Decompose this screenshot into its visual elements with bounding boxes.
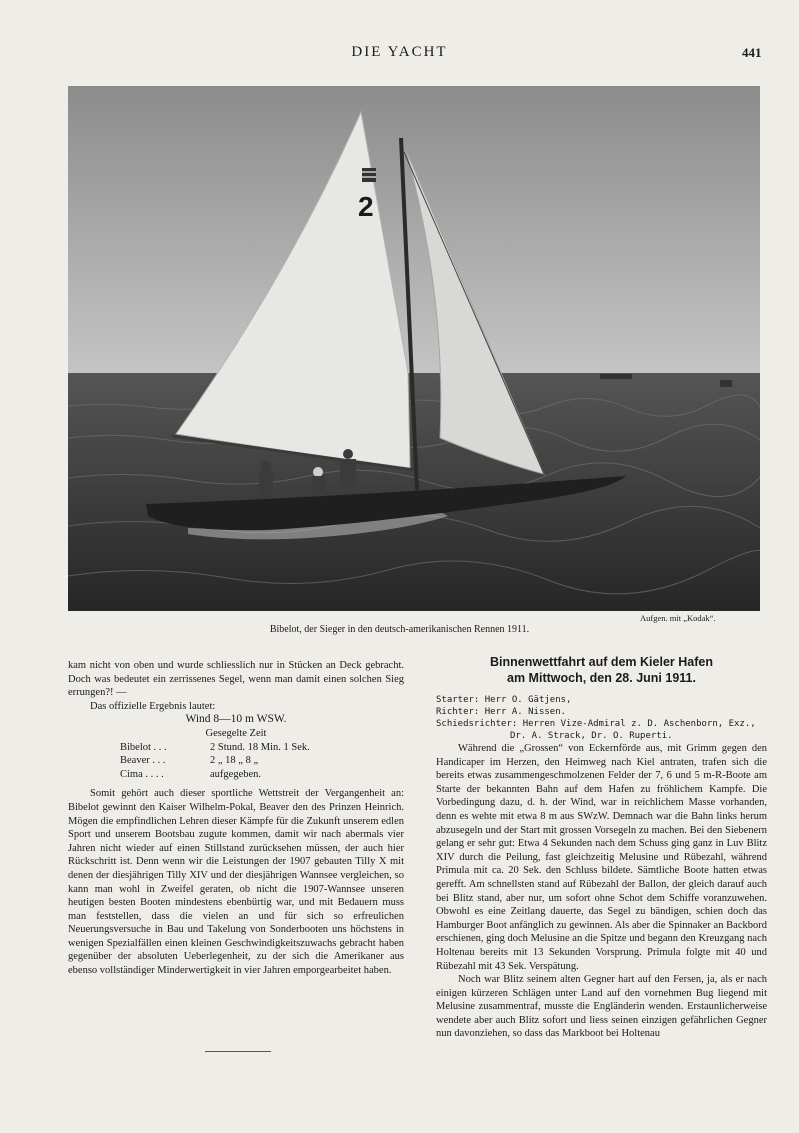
result-row	[68, 754, 404, 768]
schiedsrichter-continuation: Dr. A. Strack, Dr. O. Ruperti.	[510, 731, 673, 741]
photo-caption: Bibelot, der Sieger in den deutsch-amerikanischen Rennen 1911.	[269, 624, 530, 635]
sail-number: 2	[358, 191, 374, 222]
distant-buoy	[720, 380, 732, 387]
result-boat: Cima . . . .	[120, 768, 164, 780]
sail-flag	[362, 168, 376, 182]
result-boat: Beaver . . .	[120, 755, 166, 767]
left-body-paragraph: Somit gehört auch dieser sportliche Wettstreit der Vergangenheit an: Bibelot gewinnt den Kaiser Wilhelm-Pokal, Beaver den des Prinzen Heinrich. Mögen die empfindlichen Lehren dieser Kämpfe für die Zukunft unserem edlen Sport und unserem Bootsbau zugute kommen, damit wir nach abermals vier Jahren nicht wieder auf einen Stillstand zurücksehen müssen, der auch hier Rückschritt ist. Denn wenn wir die Leistungen der 1907 gebauten Tilly X mit denen der diesjährigen Tilly XIV und der diesjährigen Wannsee vergleichen, so kann man wohl in Zweifel geraten, ob nicht die 1907-Wannsee unseren heutigen besten Booten mindestens ebenbürtig war, und mit Bedauern muss man feststellen, dass die vielen an und für sich so erfreulichen Neuerungsversuche in Bau und Takelung von Sonderbooten uns höchstens in wenigen Spezialfällen einen kleinen Geschwindigkeitszuwachs gebracht haben gegenüber der absoluten Ueberlegenheit, zu der sich die Amerikaner aus ebenso vollständiger Minderwertigkeit in vier Jahren emporgearbeitet haben.	[68, 788, 404, 977]
right-paragraph-2: Noch war Blitz seinem alten Gegner hart auf den Fersen, ja, als er nach einigen kürzeren Schlägen unter Land auf den vornehmen Bug liegend mit Melusine zusammentraf, musste die Engländerin wenden. Erstaunlicherweise wendete aber auch Blitz sofort und liess seinen einzigen gefährlichen Gegner nun davonziehen, so dass das Markboot bei Holtenau	[436, 974, 767, 1040]
result-time: 2 „ 18 „ 8 „	[210, 755, 259, 767]
article-title	[436, 654, 767, 686]
right-column	[436, 654, 767, 1041]
schiedsrichter-line: Schiedsrichter: Herren Vize-Admiral z. D. Aschenborn, Exz.,	[436, 719, 756, 729]
right-paragraph-1: Während die „Grossen“ von Eckernförde aus, mit Grimm gegen den Handicaper im Herzen, den Heimweg nach Kiel antraten, trafen sich die bereits etwas zusammengeschmolzenen Felder der 7, 6 und 5 m-R-Boote am Starte der bekannten Bahn auf dem Hafen zu fröhlichem Kampfe. Die Vorbedingung dazu, d. h. der Wind, war in reichlichem Masse vorhanden, denn es wehte mit etwa 8 m aus SWzW. Demnach war die Bahn links herum abzusegeln und der Start mit grossen Vorsegeln zu machen. Bei den Siebenern gelang er sehr gut: Etwa 4 Sekunden nach dem Schuss ging ganz in Luv Blitz XIV durch die Peilung, fast gleichzeitig Melusine und Rübezahl, während Primula mit ca. 20 Sek. den Schluss bildete. Sämtliche Boote hatten etwas gerefft. Am schnellsten stand auf Rübezahl der Ballon, der gleich darauf auch bei Blitz stand, aber nur, um sofort ohne Schot dem Schiffe voranzuwehen. Obwohl es eine Zeitlang dauerte, das Segel zu bändigen, schien doch das Hamburger Boot anfänglich zu gewinnen. Als aber die Spinnaker an Backbord erschienen, ging doch Melusine an die Spitze und begann den Kreuzgang nach Holtenau bereits mit 13 Sekunden Vorsprung. Primula folgte mit 40 und Rübezahl mit 43 Sek. Verspätung.	[436, 743, 767, 972]
result-heading: Das offizielle Ergebnis lautet:	[90, 700, 216, 712]
result-time: aufgegeben.	[210, 768, 262, 780]
left-intro-paragraph: kam nicht von oben und wurde schliesslich nur in Stücken an Deck gebracht. Doch was bedeutet ein zerrissenes Segel, wenn man damit einen solchen Sieg errungen?! —	[68, 660, 404, 699]
wind-line: Wind 8—10 m WSW.	[185, 713, 287, 726]
distant-boat	[600, 374, 632, 379]
photo-credit: Aufgen. mit „Kodak“.	[640, 613, 716, 623]
page-number: 441	[742, 45, 762, 60]
time-heading: Gesegelte Zeit	[205, 727, 267, 739]
left-column	[68, 659, 404, 978]
result-time: 2 Stund. 18 Min. 1 Sek.	[210, 741, 310, 753]
running-title: DIE YACHT	[351, 44, 448, 60]
richter-line: Richter: Herr A. Nissen.	[436, 707, 567, 717]
article-title-line: am Mittwoch, den 28. Juni 1911.	[507, 671, 696, 685]
starter-line: Starter: Herr O. Gätjens,	[436, 695, 572, 705]
sailboat-photo	[68, 86, 760, 611]
article-title-line: Binnenwettfahrt auf dem Kieler Hafen	[490, 655, 713, 669]
section-divider	[205, 1051, 271, 1052]
result-boat: Bibelot . . .	[120, 741, 167, 753]
result-row	[68, 768, 404, 782]
result-row	[68, 741, 404, 755]
sky	[68, 86, 760, 373]
